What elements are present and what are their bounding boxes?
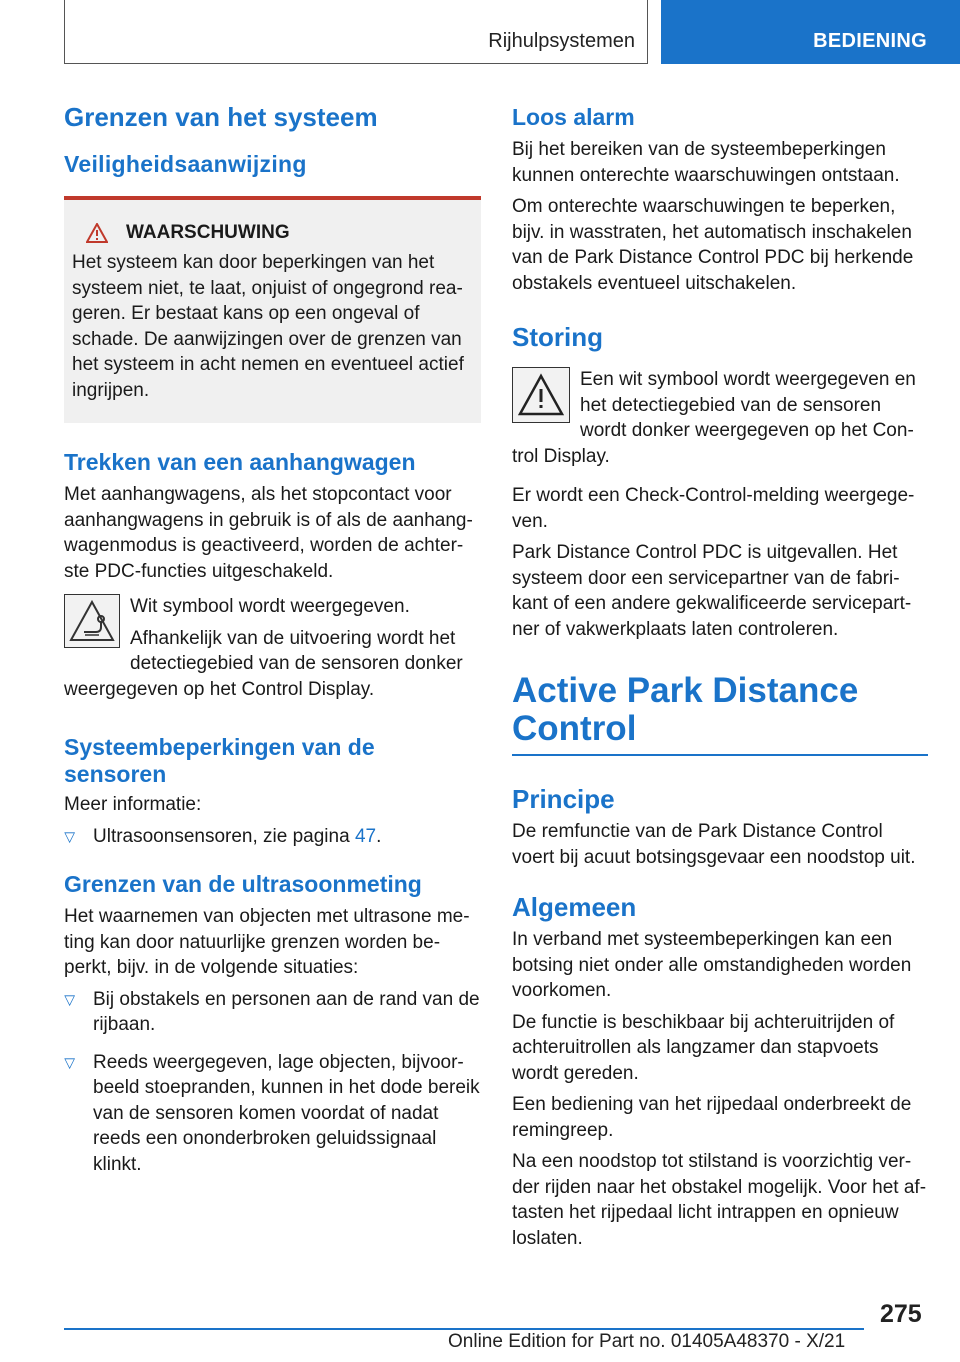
fault-p2: Er wordt een Check-Control-melding weergegeven.	[512, 485, 915, 532]
heading-system-limits: Grenzen van het systeem	[64, 102, 378, 132]
footer-edition: Online Edition for Part no. 01405A48370 - X/21	[448, 1331, 846, 1352]
sensor-info-list	[64, 824, 481, 850]
fault-p3: Park Distance Control PDC is uitgevallen. Het systeem door een servicepartner van de fabrikant of een andere gekwalificeerde servicepartner of vakwerkplaats laten controleren.	[512, 542, 912, 640]
header-chapter-label: BEDIENING	[813, 30, 927, 52]
ultrasound-text: Het waarnemen van objecten met ultrasone meting kan door natuurlijke grenzen worden beperkt, bijv. in de volgende situaties:	[64, 906, 470, 978]
footer-divider	[64, 1328, 864, 1330]
false-alarm-p2: Om onterechte waarschuwingen te beperken, bijv. in wasstraten, het automatisch inschakelen van de Park Distance Control PDC bij herkende obstakels eventueel uitschakelen.	[512, 196, 914, 294]
running-header	[64, 0, 648, 64]
heading-fault: Storing	[512, 322, 603, 352]
heading-active-park-distance-control: Active Park Distance Control	[512, 671, 859, 748]
trailer-text: Met aanhangwagens, als het stopcontact voor aanhangwagens in gebruik is of als de aanhangwagenmodus is geactiveerd, worden de achterste PDC-functies uitgeschakeld.	[64, 484, 473, 582]
trailer-hitch-icon	[68, 599, 116, 643]
page-link-47[interactable]: 47	[354, 825, 377, 847]
general-p3: Een bediening van het rijpedaal onderbreekt de remingreep.	[512, 1094, 912, 1141]
warning-title-row	[72, 222, 473, 244]
heading-safety: Veiligheidsaanwijzing	[64, 151, 307, 177]
warning-text: Het systeem kan door beperkingen van het systeem niet, te laat, onjuist of ongegrond reageren. Er bestaat kans op een ongeval of schade. De aanwijzingen over de grenzen van het systeem in acht nemen en eventueel actief ingrijpen.	[72, 252, 464, 401]
general-p2: De functie is beschikbaar bij achteruitrijden of achteruitrollen als langzamer dan stapvoets wordt gereden.	[512, 1011, 895, 1084]
header-section-title: Rijhulpsystemen	[488, 30, 635, 52]
fault-icon-block	[512, 367, 928, 469]
apdc-title-block	[512, 672, 928, 756]
left-column	[64, 96, 481, 1177]
general-p1: In verband met systeembeperkingen kan een botsing niet onder alle omstandigheden worden voorkomen.	[512, 929, 912, 1001]
trailer-icon-line2: Afhankelijk van de uitvoering wordt het detectiegebied van de sensoren donker weergegeven op het Control Display.	[64, 627, 463, 700]
warning-title: WAARSCHUWING	[126, 222, 290, 243]
false-alarm-p1: Bij het bereiken van de systeembeperkingen kunnen onterechte waarschuwingen ontstaan.	[512, 139, 900, 186]
heading-principle: Principe	[512, 784, 615, 814]
warning-triangle-icon	[517, 373, 565, 417]
heading-general: Algemeen	[512, 892, 637, 922]
general-p4: Na een noodstop tot stilstand is voorzichtig verder rijden naar het obstakel mogelijk. Voor het aftasten het rijpedaal licht intrappen en opnieuw loslaten.	[512, 1151, 927, 1249]
heading-trailer: Trekken van een aanhangwagen	[64, 449, 416, 475]
heading-ultrasound-limits: Grenzen van de ultrasoonmeting	[64, 871, 422, 897]
heading-sensor-limits: Systeembeperkingen van de sensoren	[64, 734, 375, 787]
ultrasound-situations-list	[64, 987, 481, 1178]
list-item: ▷ Reeds weergegeven, lage objecten, bijvoorbeeld stoepranden, kunnen in het dode bereik van de sensoren komen voordat of nadat reeds een ononderbroken geluidssignaal klinkt.	[64, 1050, 481, 1178]
trailer-icon-block	[64, 594, 481, 702]
trailer-hitch-icon-box	[64, 594, 120, 648]
heading-false-alarm: Loos alarm	[512, 104, 635, 130]
list-item: ▷ Ultrasoonsensoren, zie pagina 47.	[64, 824, 481, 850]
header-chapter-tab	[661, 0, 960, 64]
trailer-icon-line1: Wit symbool wordt weergegeven.	[130, 596, 410, 617]
more-info-label: Meer informatie:	[64, 794, 202, 815]
principle-text: De remfunctie van de Park Distance Control voert bij acuut botsingsgevaar een noodstop uit.	[512, 821, 916, 868]
fault-icon-text: Een wit symbool wordt weergegeven en het detectiegebied van de sensoren wordt donker weergegeven op het Control Display.	[512, 369, 916, 467]
list-item: ▷ Bij obstakels en personen aan de rand van de rijbaan.	[64, 987, 481, 1038]
warning-symbol-box	[512, 367, 570, 423]
warning-triangle-icon	[86, 223, 108, 243]
right-column	[512, 96, 928, 1251]
warning-box	[64, 196, 481, 423]
page-number: 275	[880, 1300, 922, 1328]
